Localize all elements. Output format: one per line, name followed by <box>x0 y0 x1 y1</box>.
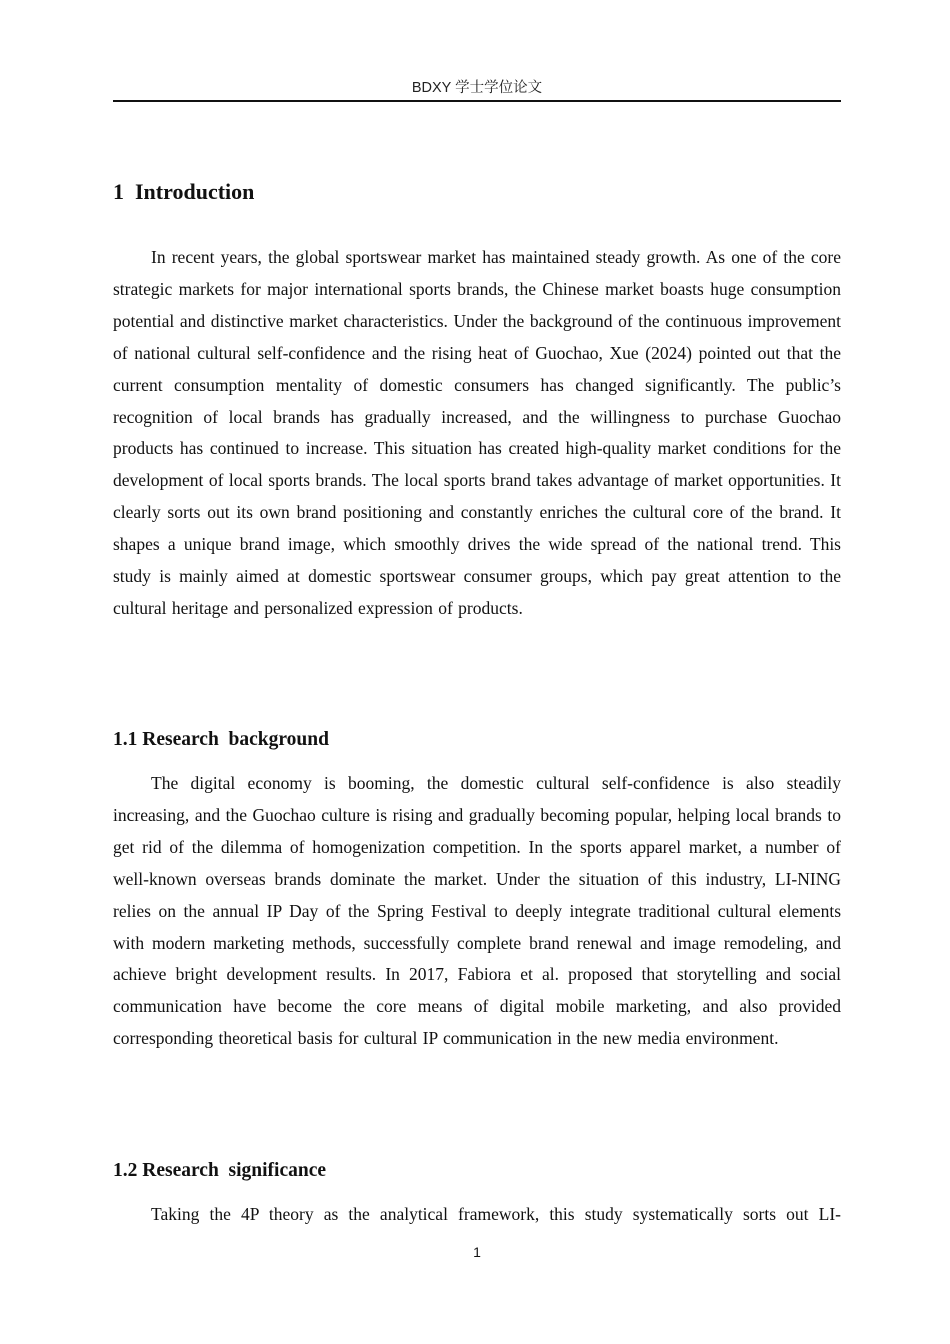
paragraph-introduction: In recent years, the global sportswear market has maintained steady growth. As one of the core strategic markets for major international sports brands, the Chinese market boasts huge consumption potential and distinctive market characteristics. Under the background of the continuous improvement of national cultural self-confidence and the rising heat of Guochao, Xue (2024) pointed out that the current consumption mentality of domestic consumers has changed significantly. The public’s recognition of local brands has gradually increased, and the willingness to purchase Guochao products has continued to increase. This situation has created high-quality market conditions for the development of local sports brands. The local sports brand takes advantage of market opportunities. It clearly sorts out its own brand positioning and constantly enriches the cultural core of the brand. It shapes a unique brand image, which smoothly drives the wide spread of the national trend. This study is mainly aimed at domestic sportswear consumer groups, which pay great attention to the cultural heritage and personalized expression of products. <box>113 247 841 618</box>
header-rule <box>113 100 841 102</box>
section-heading-introduction: 1 Introduction <box>113 179 255 204</box>
section-heading-research-background: 1.1 Research background <box>113 729 329 750</box>
page-number: 1 <box>473 1244 481 1260</box>
section-heading-research-significance: 1.2 Research significance <box>113 1160 327 1181</box>
paragraph-research-background: The digital economy is booming, the domestic cultural self-confidence is also steadily increasing, and the Guochao culture is rising and gradually becoming popular, helping local brands to get rid of the dilemma of homogenization competition. In the sports apparel market, a number of well-known overseas brands dominate the market. Under the situation of this industry, LI-NING relies on the annual IP Day of the Spring Festival to deeply integrate traditional cultural elements with modern marketing methods, successfully complete brand renewal and image remodeling, and achieve bright development results. In 2017, Fabiora et al. proposed that storytelling and social communication have become the core means of digital mobile marketing, and also provided corresponding theoretical basis for cultural IP communication in the new media environment. <box>113 773 841 1049</box>
running-header: BDXY 学士学位论文 <box>411 80 543 96</box>
paragraph-research-significance: Taking the 4P theory as the analytical framework, this study systematically sorts out LI- <box>151 1204 841 1224</box>
